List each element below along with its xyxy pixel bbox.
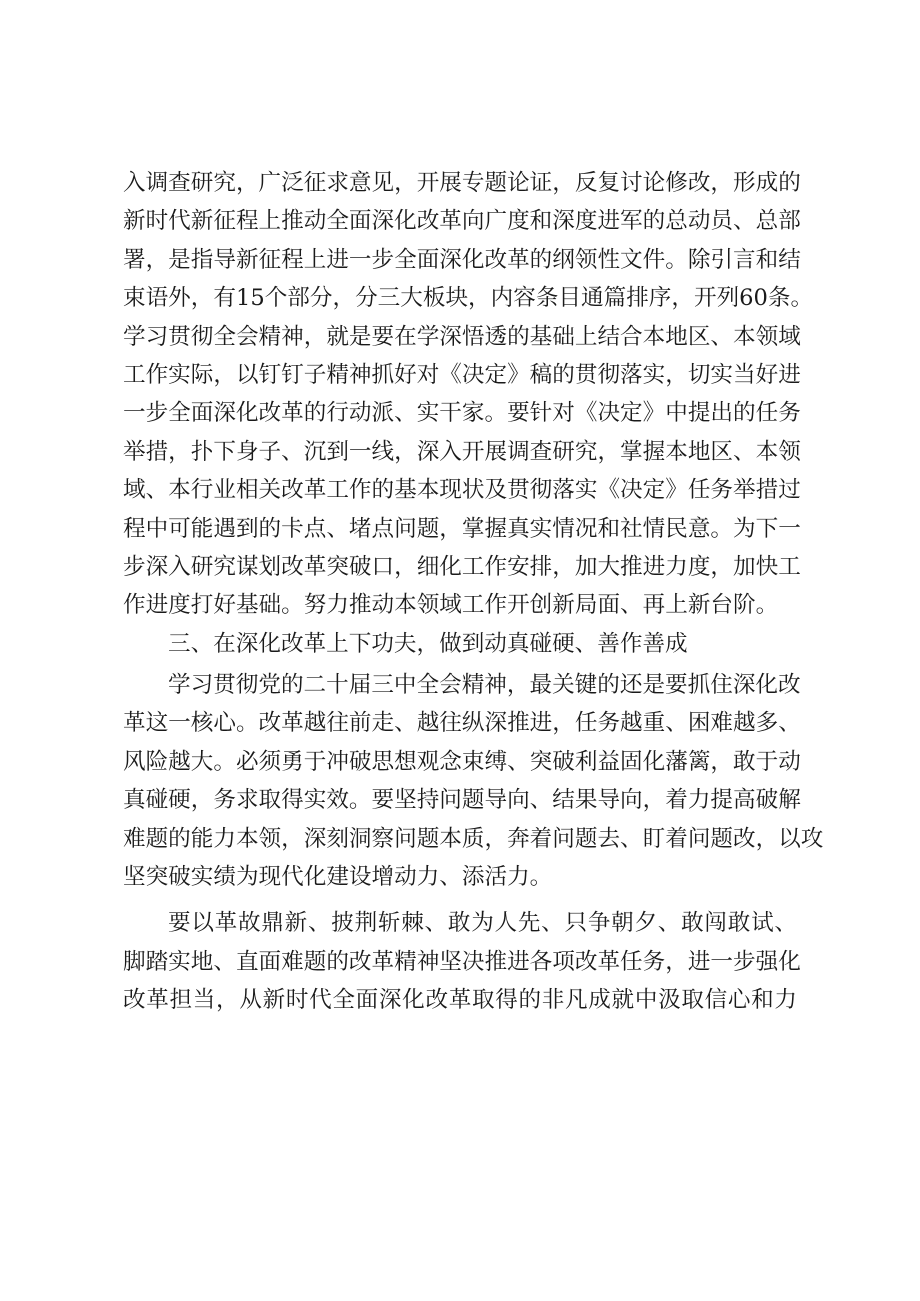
text-line: 一步全面深化改革的行动派、实干家。要针对《决定》中提出的任务 — [123, 400, 801, 427]
text-line: 要以革故鼎新、披荆斩棘、敢为人先、只争朝夕、敢闯敢试、 — [168, 910, 797, 937]
text-line: 入调查研究，广泛征求意见，开展专题论证，反复讨论修改，形成的 — [123, 170, 801, 196]
text-line: 步深入研究谋划改革突破口，细化工作安排，加大推进力度，加快工 — [123, 553, 801, 580]
text-line: 学习贯彻党的二十届三中全会精神，最关键的还是要抓住深化改 — [168, 672, 801, 699]
text-line: 域、本行业相关改革工作的基本现状及贯彻落实《决定》任务举措过 — [123, 477, 801, 504]
text-line: 改革担当，从新时代全面深化改革取得的非凡成就中汲取信心和力 — [123, 987, 797, 1014]
text-line: 学习贯彻全会精神，就是要在学深悟透的基础上结合本地区、本领域 — [123, 323, 801, 350]
text-line: 新时代新征程上推动全面深化改革向广度和深度进军的总动员、总部 — [123, 208, 801, 235]
text-line: 脚踏实地、直面难题的改革精神坚决推进各项改革任务，进一步强化 — [123, 948, 801, 975]
text-line: 真碰硬，务求取得实效。要坚持问题导向、结果导向，着力提高破解 — [123, 787, 801, 814]
text-line: 程中可能遇到的卡点、堵点问题，掌握真实情况和社情民意。为下一 — [123, 515, 801, 542]
text-line: 举措，扑下身子、沉到一线，深入开展调查研究，掌握本地区、本领 — [123, 438, 801, 465]
paragraph-2 — [123, 666, 824, 896]
document-body — [123, 164, 824, 1020]
text-line: 坚突破实绩为现代化建设增动力、添活力。 — [123, 864, 553, 891]
section-heading: 三、在深化改革上下功夫，做到动真碰硬、善作善成 — [168, 630, 688, 657]
text-line: 难题的能力本领，深刻洞察问题本质，奔着问题去、盯着问题改，以攻 — [123, 825, 824, 852]
text-line: 束语外，有15个部分，分三大板块，内容条目通篇排序，开列60条。 — [123, 285, 814, 312]
text-line: 作进度打好基础。努力推动本领域工作开创新局面、再上新台阶。 — [123, 592, 779, 619]
text-line: 工作实际，以钉钉子精神抓好对《决定》稿的贯彻落实，切实当好进 — [123, 361, 801, 388]
text-line: 风险越大。必须勇于冲破思想观念束缚、突破利益固化藩篱，敢于动 — [123, 748, 801, 775]
text-line: 署，是指导新征程上进一步全面深化改革的纲领性文件。除引言和结 — [123, 246, 801, 273]
paragraph-3 — [123, 904, 801, 1019]
text-line: 革这一核心。改革越往前走、越往纵深推进，任务越重、困难越多、 — [123, 710, 801, 737]
paragraph-1 — [123, 164, 814, 625]
